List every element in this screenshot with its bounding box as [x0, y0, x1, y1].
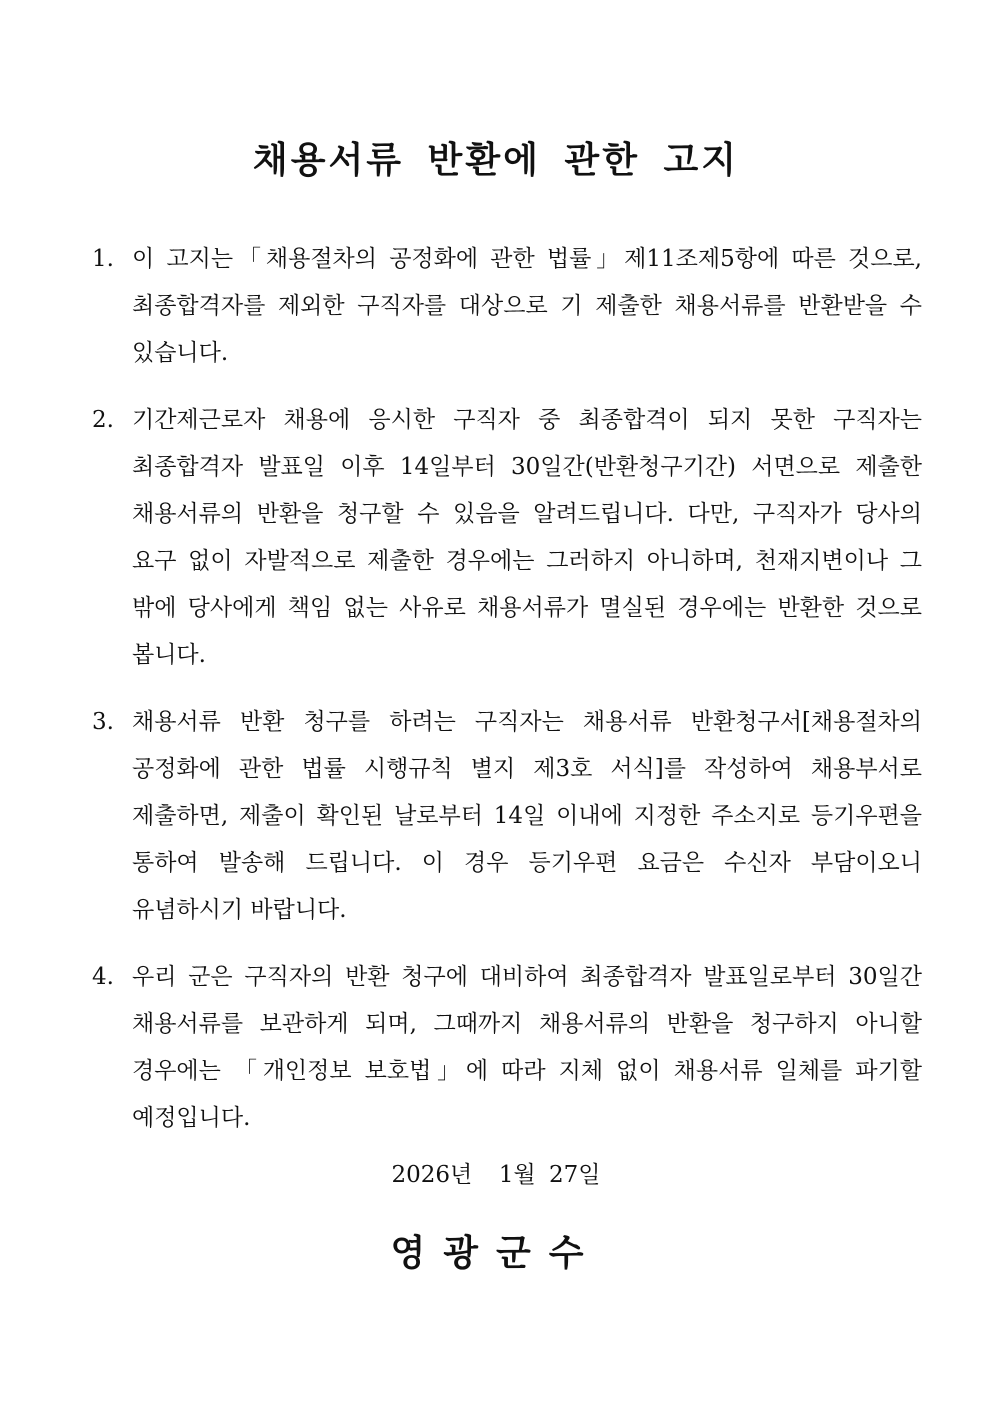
notice-date: 2026년 1월 27일	[391, 1162, 601, 1188]
item-text: 이 고지는「채용절차의 공정화에 관한 법률」제11조제5항에 따른 것으로, 최종합격자를 제외한 구직자를 대상으로 기 제출한 채용서류를 반환받을 수 있습니다.	[132, 246, 922, 366]
notice-item-4	[92, 954, 922, 1142]
item-number: 1.	[92, 246, 114, 272]
item-text: 기간제근로자 채용에 응시한 구직자 중 최종합격이 되지 못한 구직자는 최종합격자 발표일 이후 14일부터 30일간(반환청구기간) 서면으로 제출한 채용서류의 반환을 청구할 수 있음을 알려드립니다. 다만, 구직자가 당사의 요구 없이 자발적으로 제출한 경우에는 그러하지 아니하며, 천재지변이나 그 밖에 당사에게 책임 없는 사유로 채용서류가 멸실된 경우에는 반환한 것으로 봅니다.	[132, 407, 922, 668]
notice-item-2	[92, 397, 922, 679]
notice-item-3	[92, 699, 922, 934]
issuer-name: 영광군수	[390, 1233, 602, 1274]
item-text: 우리 군은 구직자의 반환 청구에 대비하여 최종합격자 발표일로부터 30일간 채용서류를 보관하게 되며, 그때까지 채용서류의 반환을 청구하지 아니할 경우에는 「개인정보 보호법」에 따라 지체 없이 채용서류 일체를 파기할 예정입니다.	[132, 964, 922, 1131]
item-number: 2.	[92, 407, 114, 433]
item-number: 4.	[92, 964, 114, 990]
notice-items	[92, 236, 922, 1162]
notice-item-1	[92, 236, 922, 377]
item-text: 채용서류 반환 청구를 하려는 구직자는 채용서류 반환청구서[채용절차의 공정화에 관한 법률 시행규칙 별지 제3호 서식]를 작성하여 채용부서로 제출하면, 제출이 확인된 날로부터 14일 이내에 지정한 주소지로 등기우편을 통하여 발송해 드립니다. 이 경우 등기우편 요금은 수신자 부담이오니 유념하시기 바랍니다.	[132, 709, 922, 923]
item-number: 3.	[92, 709, 114, 735]
notice-title: 채용서류 반환에 관한 고지	[252, 140, 740, 181]
